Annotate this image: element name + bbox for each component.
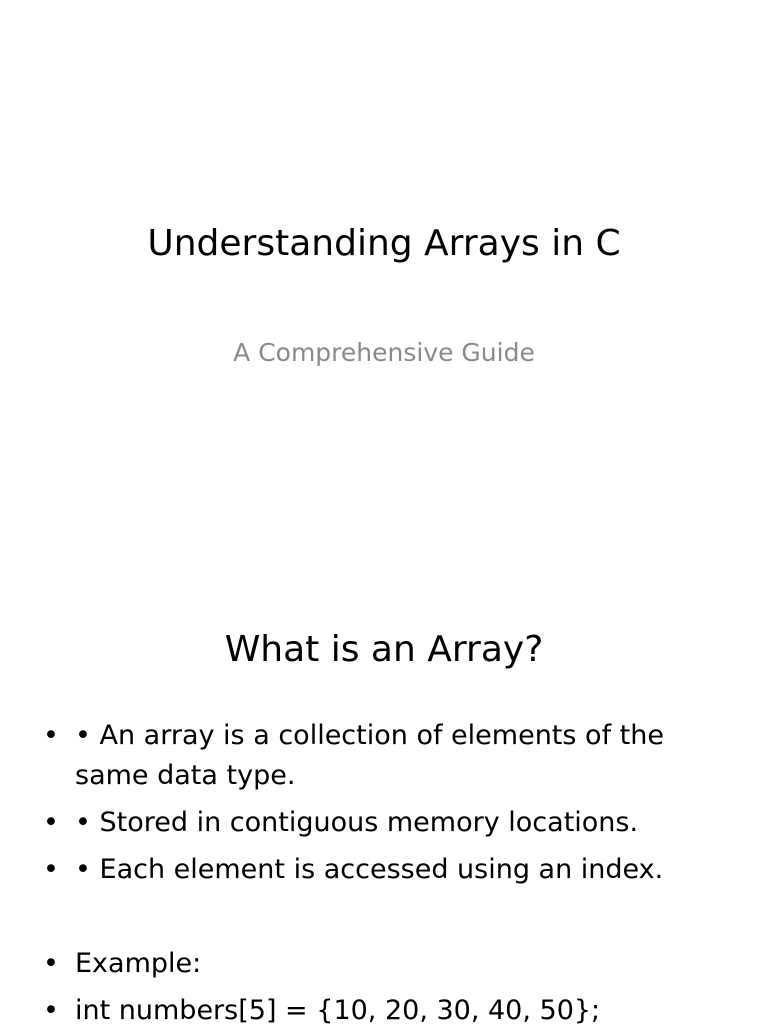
bullet-item: [40, 716, 700, 796]
content-slide: [0, 576, 768, 1024]
bullet-item: [40, 850, 700, 890]
bullet-text: • Each element is accessed using an index.: [75, 854, 664, 885]
slide-subtitle: A Comprehensive Guide: [233, 338, 535, 367]
bullet-marker: •: [43, 720, 59, 751]
bullet-text: • Stored in contiguous memory locations.: [75, 807, 639, 838]
bullet-item: [40, 944, 700, 984]
bullet-marker: •: [43, 948, 59, 979]
bullet-list: [40, 716, 700, 1024]
bullet-marker: •: [43, 807, 59, 838]
bullet-text: • An array is a collection of elements of the same data type.: [75, 720, 664, 791]
bullet-marker: •: [43, 854, 59, 885]
bullet-item: [40, 991, 700, 1024]
slide-title: Understanding Arrays in C: [147, 223, 621, 264]
bullet-item: [40, 803, 700, 843]
bullet-text: int numbers[5] = {10, 20, 30, 40, 50};: [75, 995, 601, 1024]
bullet-text: Example:: [75, 948, 202, 979]
bullet-marker: •: [43, 995, 59, 1024]
slide-title: What is an Array?: [224, 629, 544, 670]
bullet-item-empty: [40, 897, 700, 937]
